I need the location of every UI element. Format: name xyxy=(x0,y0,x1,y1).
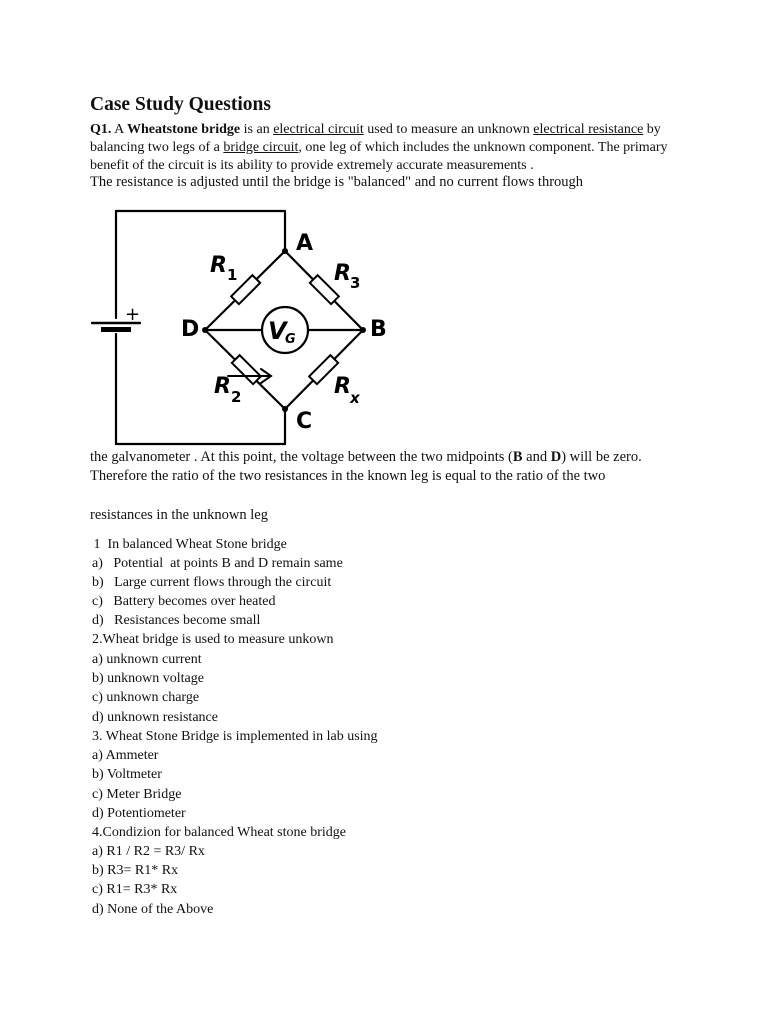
r3-subscript: 3 xyxy=(350,274,361,292)
intro-text: is an xyxy=(243,122,270,137)
question-label: Q1. xyxy=(90,122,112,137)
option-line: b) Large current flows through the circuit xyxy=(92,575,332,590)
option-line: a) Ammeter xyxy=(92,748,159,763)
r3-label: R xyxy=(334,261,351,286)
intro-paragraph xyxy=(90,121,668,175)
intro-text: , one leg of which includes the unknown component. The primary benefit of the circuit is its ability to provide extremely accurate measurements . xyxy=(90,140,668,173)
after-diagram-text: the galvanometer . At this point, the voltage between the two midpoints ( xyxy=(90,449,513,465)
option-line: d) None of the Above xyxy=(92,902,214,917)
option-line: a) unknown current xyxy=(92,652,202,667)
option-line: b) Voltmeter xyxy=(92,767,162,782)
after-diagram-line-1 xyxy=(90,449,642,466)
node-d-label: D xyxy=(181,317,200,342)
link-bridge-circuit[interactable]: bridge circuit xyxy=(223,140,299,155)
option-line: a) R1 / R2 = R3/ Rx xyxy=(92,844,205,859)
galvanometer-label: V xyxy=(268,317,287,345)
link-electrical-resistance[interactable]: electrical resistance xyxy=(533,122,644,137)
wheatstone-bridge-diagram xyxy=(80,200,410,450)
galvanometer-subscript: G xyxy=(285,332,296,347)
option-line: b) unknown voltage xyxy=(92,671,204,686)
option-line: c) unknown charge xyxy=(92,690,200,705)
point-b: B xyxy=(512,449,523,465)
node-a-label: A xyxy=(296,231,314,256)
point-d: D xyxy=(550,449,562,465)
option-line: d) Resistances become small xyxy=(92,613,261,628)
intro-text: used to measure an unknown xyxy=(367,122,530,137)
after-diagram-text: and xyxy=(526,449,548,465)
r2-label: R xyxy=(214,374,231,399)
option-line: d) Potentiometer xyxy=(92,806,186,821)
option-line: c) R1= R3* Rx xyxy=(92,882,178,897)
option-line: d) unknown resistance xyxy=(92,710,218,725)
battery-plus-label: + xyxy=(125,304,141,325)
after-diagram-line-2: Therefore the ratio of the two resistances in the known leg is equal to the ratio of the two xyxy=(90,468,606,484)
question-line: 1 In balanced Wheat Stone bridge xyxy=(90,537,287,552)
node-b-label: B xyxy=(370,317,387,342)
page-title: Case Study Questions xyxy=(90,94,271,115)
rx-subscript: x xyxy=(350,389,360,407)
node-c-label: C xyxy=(296,409,313,434)
question-line: 3. Wheat Stone Bridge is implemented in lab using xyxy=(92,729,378,744)
link-electrical-circuit[interactable]: electrical circuit xyxy=(273,122,364,137)
intro-text: by balancing two legs of a xyxy=(90,122,661,155)
r1-label: R xyxy=(210,253,227,278)
option-line: c) Meter Bridge xyxy=(92,787,182,802)
r1-subscript: 1 xyxy=(227,266,238,284)
r2-subscript: 2 xyxy=(231,388,242,406)
option-line: b) R3= R1* Rx xyxy=(92,863,179,878)
question-line: 2.Wheat bridge is used to measure unkown xyxy=(92,632,334,647)
after-diagram-line-3: resistances in the unknown leg xyxy=(90,507,268,523)
option-line: a) Potential at points B and D remain same xyxy=(92,556,343,571)
option-line: c) Battery becomes over heated xyxy=(92,594,276,609)
question-line: 4.Condizion for balanced Wheat stone bridge xyxy=(92,825,346,840)
intro-term: Wheatstone bridge xyxy=(126,122,241,137)
after-diagram-text: ) will be zero. xyxy=(561,449,642,465)
intro-text: A xyxy=(114,122,124,137)
rx-label: R xyxy=(334,374,351,399)
line-before-diagram: The resistance is adjusted until the bridge is "balanced" and no current flows through xyxy=(90,174,584,190)
